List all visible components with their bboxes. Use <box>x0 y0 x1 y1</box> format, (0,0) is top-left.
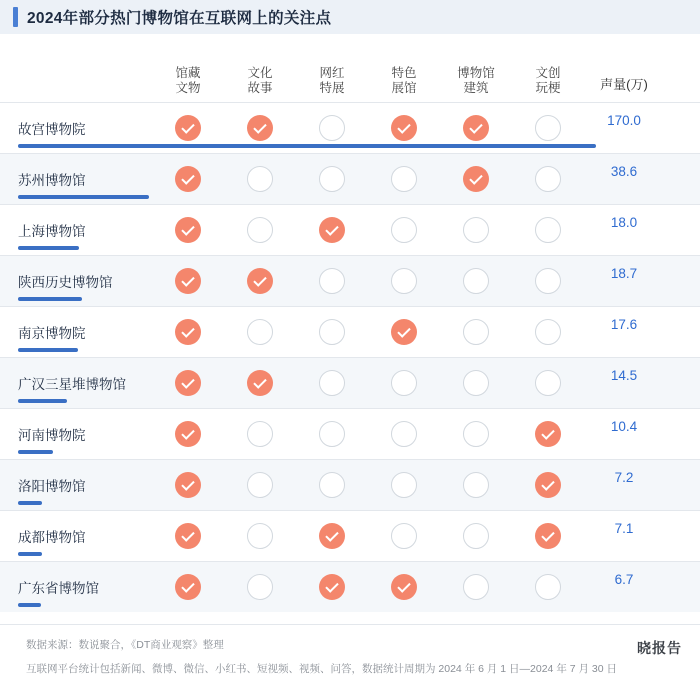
column-header-architecture-line1: 博物馆 <box>457 66 495 80</box>
cell-culture-story <box>224 421 296 447</box>
cell-cultural-creative <box>512 166 584 192</box>
check-on-icon <box>175 115 201 141</box>
check-off-icon <box>463 421 489 447</box>
cell-culture-story <box>224 115 296 141</box>
check-on-icon <box>175 166 201 192</box>
cell-culture-story <box>224 574 296 600</box>
table-row <box>0 153 700 204</box>
museum-name: 广汉三星堆博物馆 <box>18 377 126 392</box>
check-off-icon <box>247 166 273 192</box>
column-header-collection <box>152 66 224 102</box>
cell-culture-story <box>224 268 296 294</box>
table-row <box>0 255 700 306</box>
column-header-culture-story-line1: 文化 <box>247 66 273 80</box>
check-off-icon <box>535 319 561 345</box>
cell-cultural-creative <box>512 574 584 600</box>
cell-special-hall <box>368 472 440 498</box>
volume-value: 7.2 <box>614 469 634 485</box>
volume-value: 10.4 <box>610 418 638 434</box>
museum-name: 成都博物馆 <box>18 530 86 545</box>
cell-architecture <box>440 472 512 498</box>
table-row <box>0 357 700 408</box>
museum-name: 河南博物院 <box>18 428 86 443</box>
column-header-architecture <box>440 66 512 102</box>
cell-architecture <box>440 574 512 600</box>
cell-cultural-creative <box>512 472 584 498</box>
cell-collection <box>152 319 224 345</box>
volume-bar <box>18 603 41 607</box>
check-on-icon <box>175 421 201 447</box>
cell-architecture <box>440 268 512 294</box>
check-on-icon <box>247 268 273 294</box>
check-off-icon <box>391 268 417 294</box>
check-on-icon <box>175 472 201 498</box>
volume-bar <box>18 501 42 505</box>
check-on-icon <box>463 166 489 192</box>
museum-name: 广东省博物馆 <box>18 581 99 596</box>
cell-hot-exhibition <box>296 523 368 549</box>
check-on-icon <box>463 115 489 141</box>
check-off-icon <box>463 268 489 294</box>
volume-bar <box>18 297 82 301</box>
column-header-culture-story <box>224 66 296 102</box>
cell-special-hall <box>368 268 440 294</box>
column-header-special-hall-line2: 展馆 <box>391 81 417 95</box>
cell-architecture <box>440 115 512 141</box>
column-header-special-hall-line1: 特色 <box>391 66 417 80</box>
check-off-icon <box>463 574 489 600</box>
cell-architecture <box>440 319 512 345</box>
table-row <box>0 510 700 561</box>
cell-hot-exhibition <box>296 217 368 243</box>
title-accent-bar <box>13 7 18 27</box>
cell-culture-story <box>224 217 296 243</box>
cell-cultural-creative <box>512 319 584 345</box>
column-header-cultural-creative-line2: 玩梗 <box>535 81 561 95</box>
cell-collection <box>152 523 224 549</box>
check-on-icon <box>535 421 561 447</box>
volume-value: 7.1 <box>614 520 634 536</box>
volume-bar <box>18 450 53 454</box>
check-off-icon <box>391 472 417 498</box>
check-off-icon <box>463 319 489 345</box>
check-on-icon <box>391 319 417 345</box>
cell-special-hall <box>368 319 440 345</box>
check-off-icon <box>535 166 561 192</box>
check-on-icon <box>175 523 201 549</box>
column-header-volume-label: 声量(万) <box>600 77 648 92</box>
cell-architecture <box>440 523 512 549</box>
check-on-icon <box>319 217 345 243</box>
check-on-icon <box>391 574 417 600</box>
cell-special-hall <box>368 421 440 447</box>
cell-cultural-creative <box>512 370 584 396</box>
cell-hot-exhibition <box>296 472 368 498</box>
cell-hot-exhibition <box>296 115 368 141</box>
table-row <box>0 204 700 255</box>
cell-collection <box>152 472 224 498</box>
museum-name: 洛阳博物馆 <box>18 479 86 494</box>
check-off-icon <box>247 217 273 243</box>
volume-value: 18.0 <box>610 214 638 230</box>
check-off-icon <box>319 421 345 447</box>
page-title: 2024年部分热门博物馆在互联网上的关注点 <box>27 10 332 27</box>
cell-hot-exhibition <box>296 166 368 192</box>
volume-value: 38.6 <box>610 163 638 179</box>
cell-special-hall <box>368 574 440 600</box>
museum-name: 南京博物院 <box>18 326 86 341</box>
column-header-culture-story-line2: 故事 <box>247 81 273 95</box>
column-header-architecture-line2: 建筑 <box>463 81 489 95</box>
cell-cultural-creative <box>512 217 584 243</box>
cell-collection <box>152 370 224 396</box>
check-off-icon <box>391 166 417 192</box>
volume-bar <box>18 144 596 148</box>
volume-value: 17.6 <box>610 316 638 332</box>
check-off-icon <box>463 217 489 243</box>
table-header-row <box>0 34 700 102</box>
check-off-icon <box>247 523 273 549</box>
cell-cultural-creative <box>512 421 584 447</box>
museum-name: 故宫博物院 <box>18 122 86 137</box>
volume-value: 6.7 <box>614 571 634 587</box>
check-off-icon <box>535 370 561 396</box>
column-header-collection-line1: 馆藏 <box>175 66 201 80</box>
check-on-icon <box>391 115 417 141</box>
cell-collection <box>152 421 224 447</box>
check-on-icon <box>319 523 345 549</box>
volume-value: 18.7 <box>610 265 638 281</box>
cell-cultural-creative <box>512 115 584 141</box>
cell-cultural-creative <box>512 268 584 294</box>
check-on-icon <box>175 217 201 243</box>
volume-bar <box>18 195 149 199</box>
check-on-icon <box>175 370 201 396</box>
check-off-icon <box>463 370 489 396</box>
column-header-hot-exhibition <box>296 66 368 102</box>
column-header-collection-line2: 文物 <box>175 81 201 95</box>
check-off-icon <box>319 370 345 396</box>
volume-value: 170.0 <box>607 112 641 128</box>
museum-attention-table <box>0 34 700 612</box>
cell-collection <box>152 574 224 600</box>
check-off-icon <box>535 574 561 600</box>
cell-collection <box>152 115 224 141</box>
check-off-icon <box>391 370 417 396</box>
cell-special-hall <box>368 217 440 243</box>
cell-culture-story <box>224 370 296 396</box>
cell-special-hall <box>368 523 440 549</box>
cell-collection <box>152 268 224 294</box>
table-row <box>0 306 700 357</box>
cell-hot-exhibition <box>296 574 368 600</box>
volume-bar <box>18 552 42 556</box>
check-on-icon <box>535 472 561 498</box>
cell-hot-exhibition <box>296 319 368 345</box>
check-on-icon <box>319 574 345 600</box>
cell-culture-story <box>224 166 296 192</box>
cell-special-hall <box>368 115 440 141</box>
cell-architecture <box>440 370 512 396</box>
cell-special-hall <box>368 166 440 192</box>
check-off-icon <box>319 166 345 192</box>
check-off-icon <box>247 472 273 498</box>
cell-hot-exhibition <box>296 268 368 294</box>
check-off-icon <box>247 421 273 447</box>
column-header-volume <box>584 77 664 102</box>
volume-value: 14.5 <box>610 367 638 383</box>
check-on-icon <box>535 523 561 549</box>
cell-architecture <box>440 217 512 243</box>
cell-collection <box>152 166 224 192</box>
check-on-icon <box>175 574 201 600</box>
check-on-icon <box>247 370 273 396</box>
check-off-icon <box>247 574 273 600</box>
cell-hot-exhibition <box>296 421 368 447</box>
check-off-icon <box>247 319 273 345</box>
cell-collection <box>152 217 224 243</box>
cell-cultural-creative <box>512 523 584 549</box>
check-off-icon <box>391 523 417 549</box>
cell-architecture <box>440 166 512 192</box>
volume-bar <box>18 246 79 250</box>
check-off-icon <box>319 319 345 345</box>
brand-logo: 晓报告 <box>637 640 682 656</box>
volume-bar <box>18 399 67 403</box>
cell-special-hall <box>368 370 440 396</box>
cell-culture-story <box>224 472 296 498</box>
check-on-icon <box>175 319 201 345</box>
check-off-icon <box>319 472 345 498</box>
footer <box>0 624 700 692</box>
museum-name: 上海博物馆 <box>18 224 86 239</box>
table-row <box>0 408 700 459</box>
table-row <box>0 102 700 153</box>
volume-bar <box>18 348 78 352</box>
check-off-icon <box>463 523 489 549</box>
table-row <box>0 459 700 510</box>
footer-source-line: 数据来源：数说聚合，《DT商业观察》整理 <box>26 639 224 651</box>
cell-architecture <box>440 421 512 447</box>
check-off-icon <box>319 268 345 294</box>
table-row <box>0 561 700 612</box>
check-off-icon <box>391 217 417 243</box>
check-off-icon <box>535 268 561 294</box>
cell-culture-story <box>224 319 296 345</box>
check-off-icon <box>391 421 417 447</box>
column-header-cultural-creative-line1: 文创 <box>535 66 561 80</box>
check-on-icon <box>247 115 273 141</box>
column-header-hot-exhibition-line2: 特展 <box>319 81 345 95</box>
cell-culture-story <box>224 523 296 549</box>
footer-note-line: 互联网平台统计包括新闻、微博、微信、小红书、短视频、视频、问答，数据统计周期为 2024 年 6 月 1 日—2024 年 7 月 30 日 <box>26 663 618 675</box>
museum-name: 苏州博物馆 <box>18 173 86 188</box>
page-title-bar <box>0 0 700 34</box>
check-off-icon <box>535 217 561 243</box>
column-header-hot-exhibition-line1: 网红 <box>319 66 345 80</box>
museum-name: 陕西历史博物馆 <box>18 275 113 290</box>
column-header-cultural-creative <box>512 66 584 102</box>
check-off-icon <box>535 115 561 141</box>
table-body <box>0 102 700 612</box>
check-off-icon <box>319 115 345 141</box>
column-header-special-hall <box>368 66 440 102</box>
check-off-icon <box>463 472 489 498</box>
cell-hot-exhibition <box>296 370 368 396</box>
check-on-icon <box>175 268 201 294</box>
